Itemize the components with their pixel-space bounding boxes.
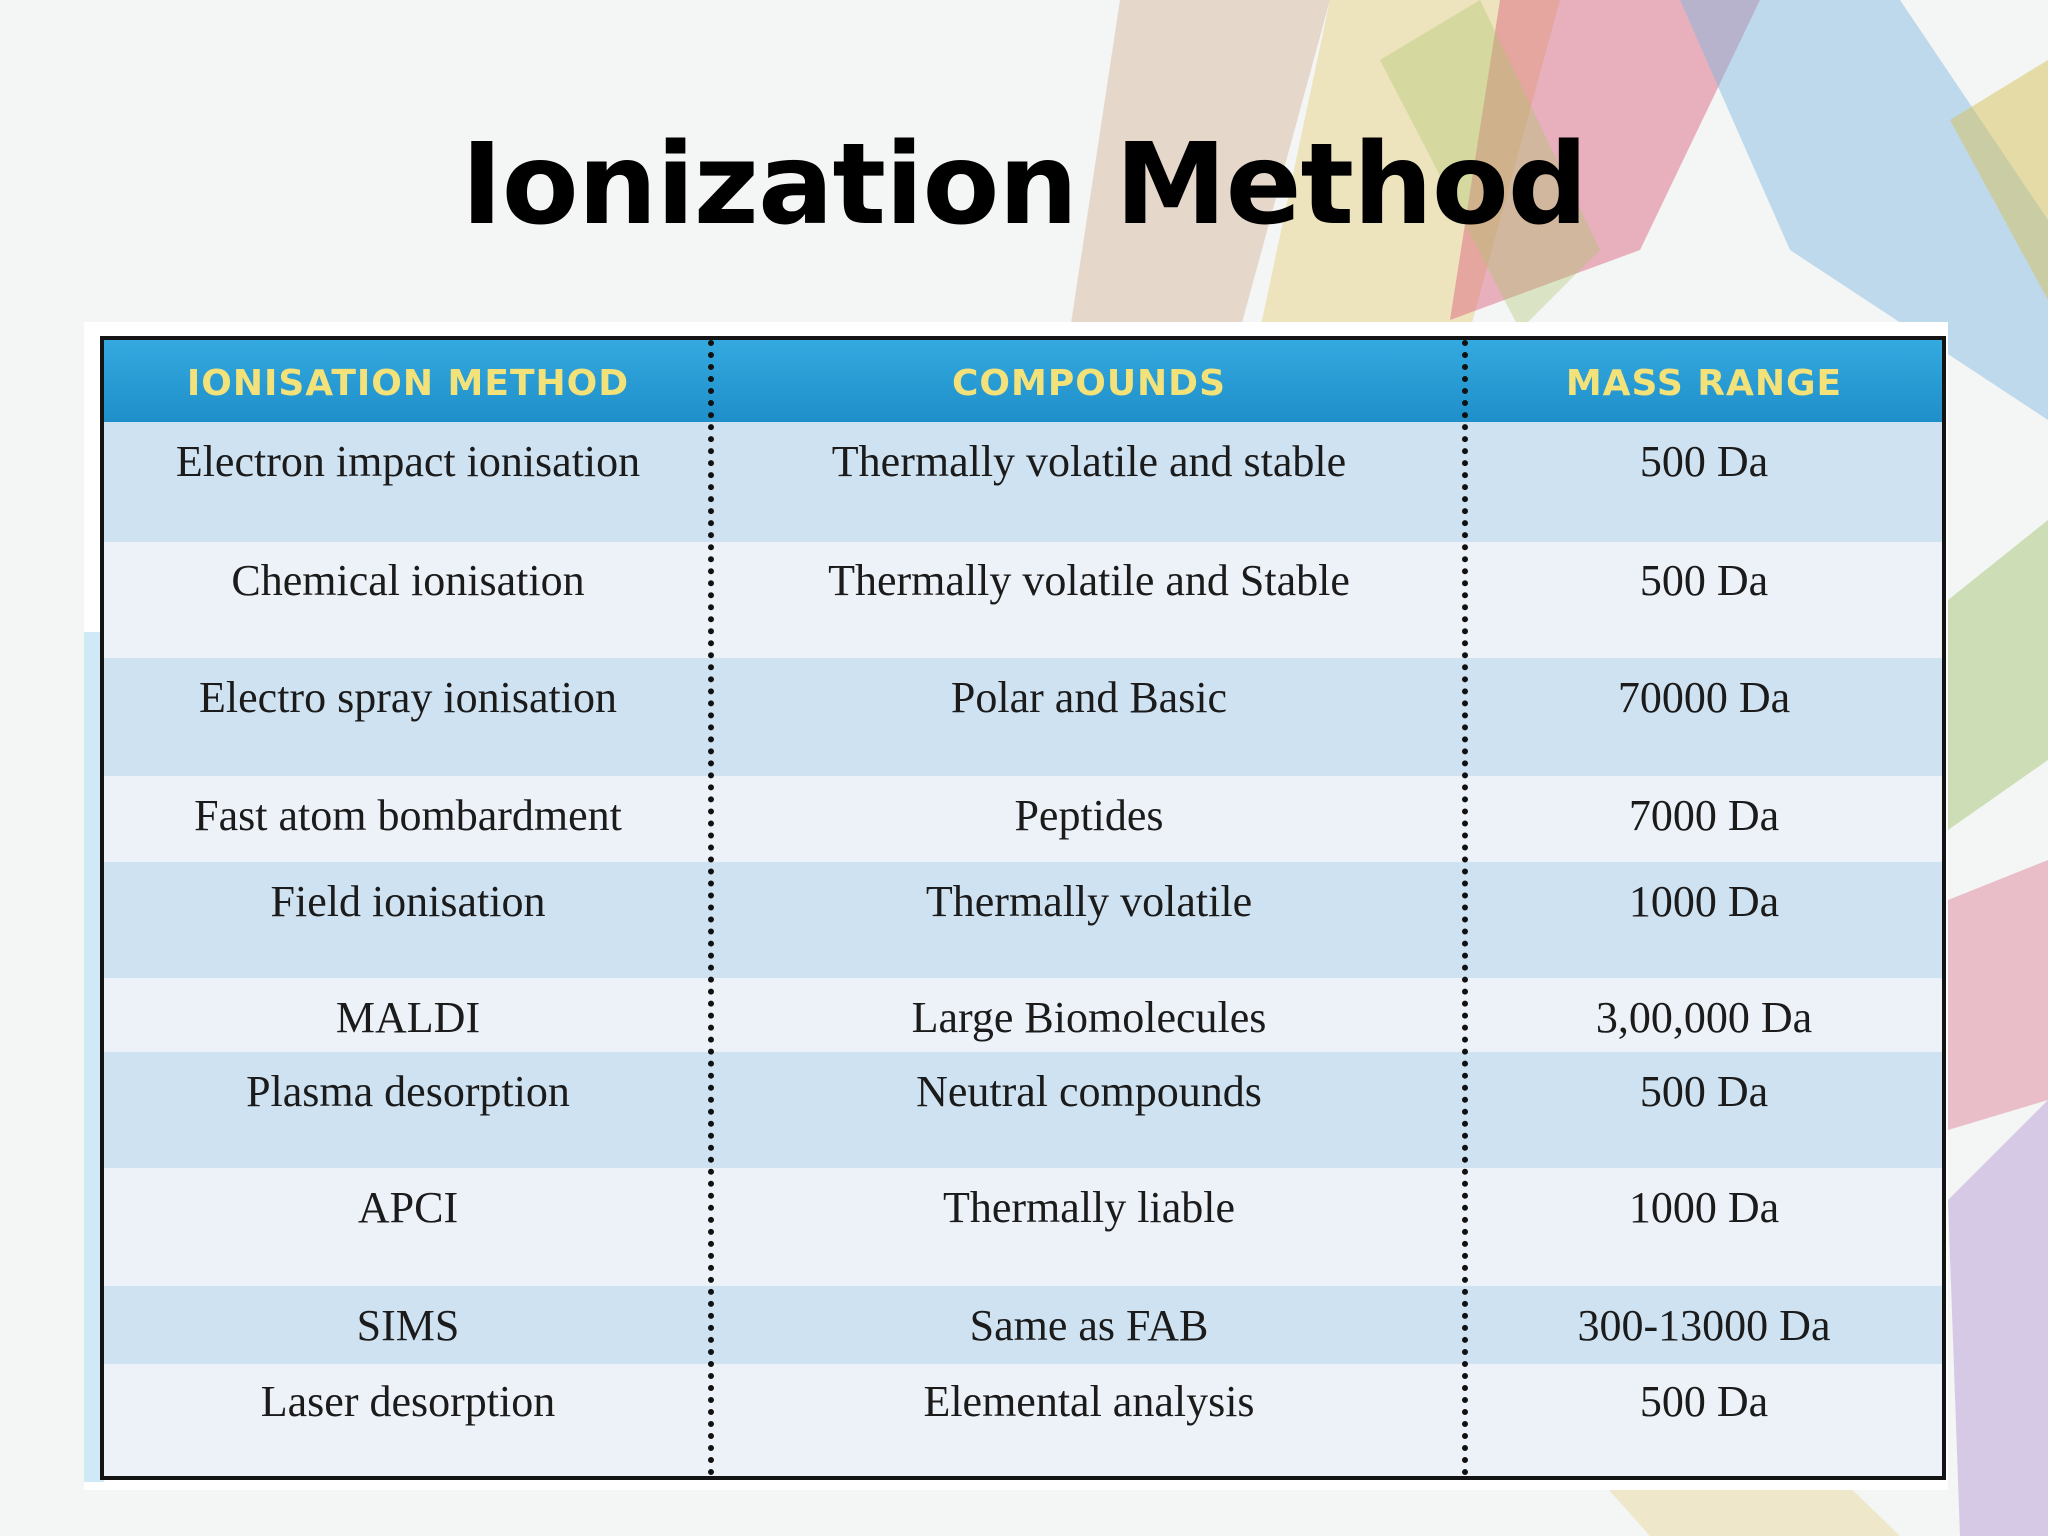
cell-method: Electron impact ionisation	[175, 437, 641, 486]
cell-compounds: Same as FAB	[969, 1301, 1209, 1350]
cell-method: Fast atom bombardment	[194, 791, 622, 840]
cell-method: Chemical ionisation	[231, 556, 585, 605]
cell-method: Plasma desorption	[246, 1067, 570, 1116]
cell-mass-range: 300-13000 Da	[1577, 1301, 1831, 1350]
table-row	[104, 862, 1942, 978]
table-row	[104, 1168, 1942, 1286]
header-mass-range: MASS RANGE	[1565, 363, 1843, 404]
cell-mass-range: 500 Da	[1639, 556, 1769, 605]
cell-method: Field ionisation	[270, 877, 546, 926]
cell-compounds: Peptides	[1014, 791, 1164, 840]
cell-mass-range: 1000 Da	[1628, 1183, 1780, 1232]
cell-mass-range: 70000 Da	[1617, 673, 1791, 722]
cell-mass-range: 500 Da	[1639, 437, 1769, 486]
table-row	[104, 422, 1942, 542]
cell-method: MALDI	[335, 993, 481, 1042]
table-header-row	[104, 340, 1942, 425]
cell-method: Electro spray ionisation	[199, 673, 617, 722]
table-row	[104, 1286, 1942, 1364]
cell-compounds: Polar and Basic	[950, 673, 1228, 722]
cell-compounds: Thermally volatile and Stable	[828, 556, 1350, 605]
cell-mass-range: 3,00,000 Da	[1595, 993, 1813, 1042]
cell-mass-range: 7000 Da	[1628, 791, 1780, 840]
table-row	[104, 776, 1942, 862]
cell-method: SIMS	[356, 1301, 460, 1350]
cell-compounds: Neutral compounds	[916, 1067, 1262, 1116]
cell-method: Laser desorption	[260, 1377, 556, 1426]
table-row	[104, 542, 1942, 658]
slide-title: Ionization Method	[461, 120, 1587, 250]
cell-mass-range: 1000 Da	[1628, 877, 1780, 926]
cell-compounds: Thermally volatile and stable	[831, 437, 1347, 486]
cell-mass-range: 500 Da	[1639, 1377, 1769, 1426]
cell-compounds: Thermally liable	[943, 1183, 1235, 1232]
table-row	[104, 1364, 1942, 1476]
table-row	[104, 658, 1942, 776]
column-divider	[1462, 340, 1468, 1476]
cell-compounds: Thermally volatile	[925, 877, 1253, 926]
cell-mass-range: 500 Da	[1639, 1067, 1769, 1116]
cell-method: APCI	[357, 1183, 459, 1232]
column-divider	[708, 340, 714, 1476]
header-ionisation-method: IONISATION METHOD	[186, 363, 630, 404]
ionization-table	[100, 336, 1946, 1480]
cell-compounds: Large Biomolecules	[911, 993, 1267, 1042]
cell-compounds: Elemental analysis	[923, 1377, 1255, 1426]
table-row	[104, 1052, 1942, 1168]
header-compounds: COMPOUNDS	[951, 363, 1226, 404]
table-row	[104, 978, 1942, 1052]
